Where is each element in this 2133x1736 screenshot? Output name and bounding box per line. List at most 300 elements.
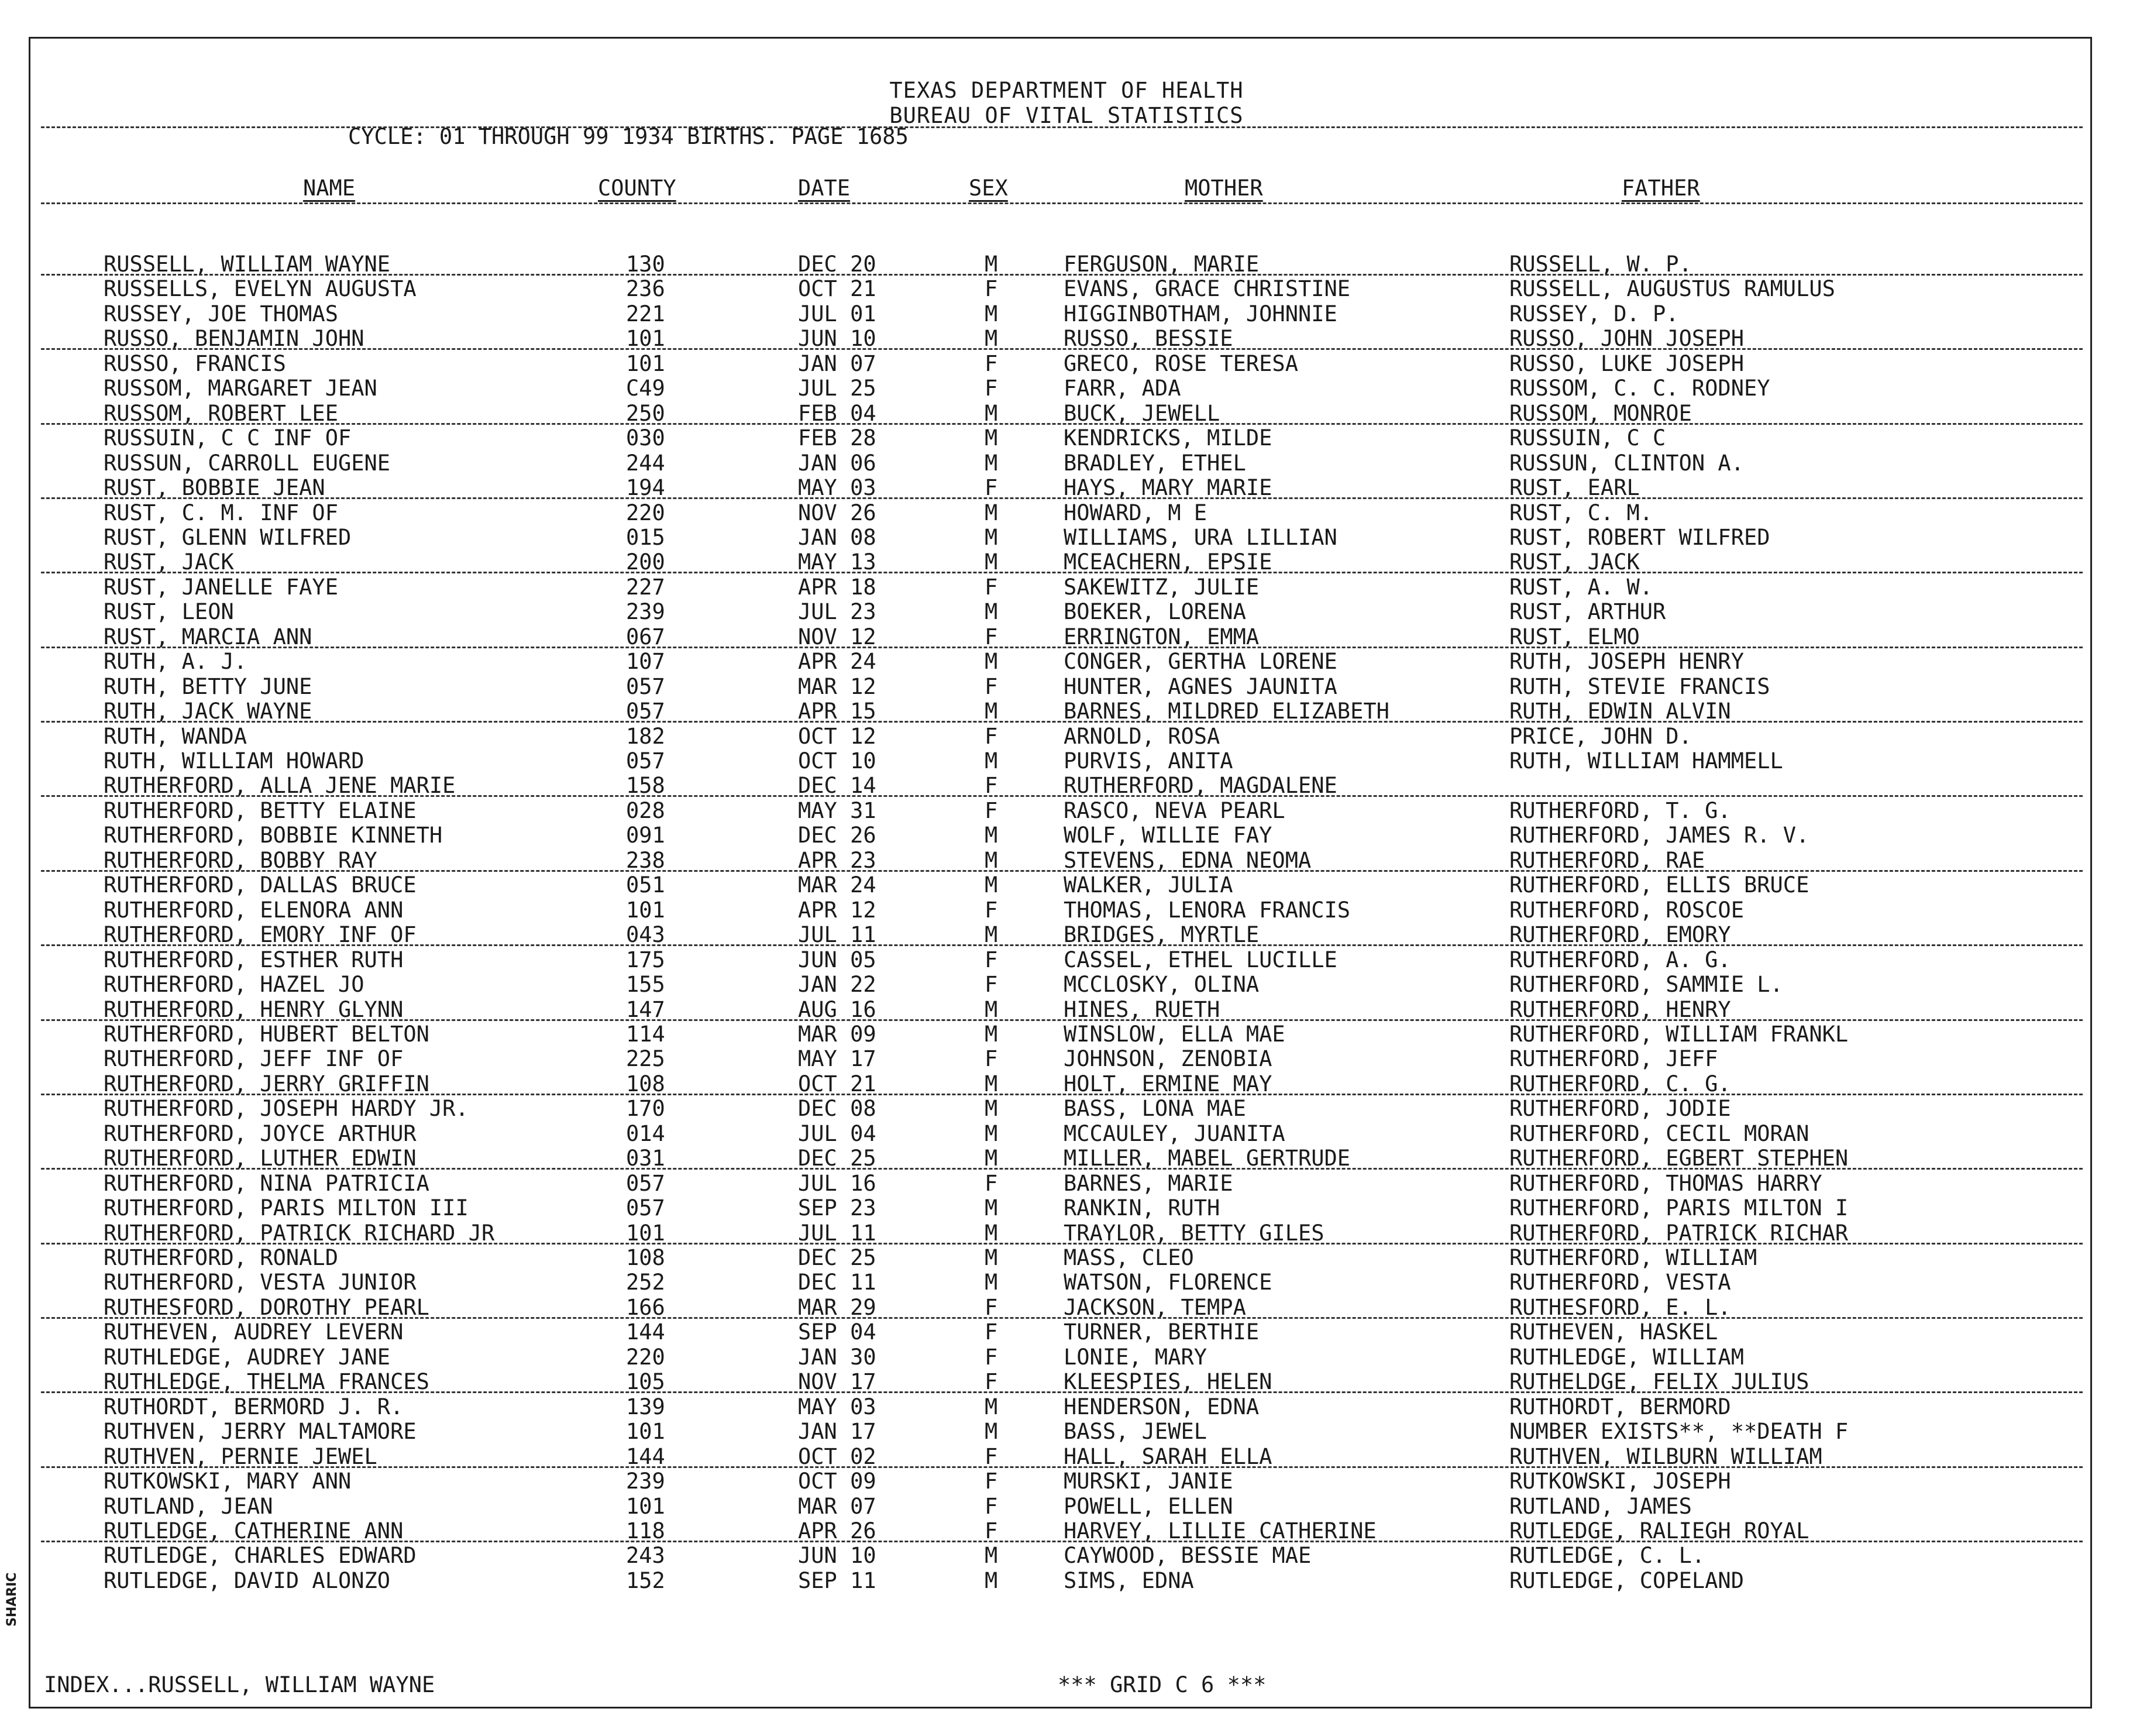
table-row xyxy=(0,1245,2133,1270)
cell-father: RUST, ROBERT WILFRED xyxy=(1509,525,1770,550)
cell-sex: F xyxy=(985,351,998,376)
cell-mother: HAYS, MARY MARIE xyxy=(1064,475,1272,500)
cell-father: RUSSUN, CLINTON A. xyxy=(1509,451,1744,476)
table-row xyxy=(0,1096,2133,1120)
cell-father: RUTHERFORD, VESTA xyxy=(1509,1270,1731,1295)
cell-sex: M xyxy=(985,1022,998,1047)
cell-name: RUTLEDGE, CHARLES EDWARD xyxy=(104,1543,417,1568)
row-rule xyxy=(41,647,2083,648)
cell-county: 175 xyxy=(626,947,665,972)
cell-sex: M xyxy=(985,301,998,326)
grid-footer: *** GRID C 6 *** xyxy=(1058,1672,1267,1697)
cell-mother: WALKER, JULIA xyxy=(1064,872,1233,898)
cell-date: DEC 26 xyxy=(798,823,876,848)
cell-date: MAY 13 xyxy=(798,549,876,575)
cell-date: JUL 04 xyxy=(798,1121,876,1146)
cell-father: RUST, C. M. xyxy=(1509,500,1653,525)
table-row xyxy=(0,451,2133,475)
cell-sex: M xyxy=(985,848,998,873)
cell-name: RUST, LEON xyxy=(104,599,234,624)
table-row xyxy=(0,624,2133,649)
cell-mother: KLEESPIES, HELEN xyxy=(1064,1369,1272,1394)
table-row xyxy=(0,848,2133,872)
cell-date: MAR 12 xyxy=(798,674,876,699)
cell-county: 108 xyxy=(626,1245,665,1270)
cell-date: APR 24 xyxy=(798,649,876,674)
cell-mother: THOMAS, LENORA FRANCIS xyxy=(1064,898,1351,923)
cell-mother: CASSEL, ETHEL LUCILLE xyxy=(1064,947,1337,972)
cell-sex: M xyxy=(985,1146,998,1171)
cell-sex: F xyxy=(985,1369,998,1394)
column-header-sex: SEX xyxy=(969,176,1008,201)
cell-name: RUST, GLENN WILFRED xyxy=(104,525,352,550)
cell-sex: F xyxy=(985,1319,998,1345)
cell-county: 144 xyxy=(626,1444,665,1469)
row-rule xyxy=(41,1466,2083,1468)
cell-mother: WILLIAMS, URA LILLIAN xyxy=(1064,525,1337,550)
cell-mother: RASCO, NEVA PEARL xyxy=(1064,798,1285,823)
cell-sex: F xyxy=(985,724,998,749)
cell-county: 057 xyxy=(626,748,665,774)
table-row xyxy=(0,475,2133,500)
row-rule xyxy=(41,795,2083,797)
cell-name: RUTHERFORD, JOYCE ARTHUR xyxy=(104,1121,417,1146)
row-rule xyxy=(41,870,2083,872)
cell-sex: M xyxy=(985,252,998,277)
cell-father: RUST, EARL xyxy=(1509,475,1640,500)
cell-sex: M xyxy=(985,599,998,624)
table-row xyxy=(0,972,2133,996)
cell-mother: HALL, SARAH ELLA xyxy=(1064,1444,1272,1469)
table-row xyxy=(0,798,2133,823)
cell-name: RUTH, BETTY JUNE xyxy=(104,674,312,699)
cell-date: MAY 17 xyxy=(798,1046,876,1071)
cell-county: 031 xyxy=(626,1146,665,1171)
cell-date: FEB 04 xyxy=(798,401,876,426)
index-footer: INDEX...RUSSELL, WILLIAM WAYNE xyxy=(44,1672,435,1697)
row-rule xyxy=(41,1541,2083,1542)
cell-sex: F xyxy=(985,376,998,401)
row-rule xyxy=(41,1243,2083,1245)
cell-sex: M xyxy=(985,1195,998,1221)
table-row xyxy=(0,922,2133,947)
cell-name: RUTHLEDGE, THELMA FRANCES xyxy=(104,1369,429,1394)
cell-county: 043 xyxy=(626,922,665,947)
table-row xyxy=(0,872,2133,897)
cell-county: 108 xyxy=(626,1071,665,1096)
cell-name: RUTHESFORD, DOROTHY PEARL xyxy=(104,1295,429,1320)
cell-name: RUTHERFORD, RONALD xyxy=(104,1245,338,1270)
cell-father: RUTHERFORD, ELLIS BRUCE xyxy=(1509,872,1809,898)
cell-county: 225 xyxy=(626,1046,665,1071)
cell-father: RUTHERFORD, PARIS MILTON I xyxy=(1509,1195,1849,1221)
cell-mother: BRIDGES, MYRTLE xyxy=(1064,922,1260,947)
row-rule xyxy=(41,1391,2083,1393)
cell-father: RUTHERFORD, JAMES R. V. xyxy=(1509,823,1809,848)
cell-county: 166 xyxy=(626,1295,665,1320)
cell-mother: RUTHERFORD, MAGDALENE xyxy=(1064,773,1337,798)
table-row xyxy=(0,1345,2133,1369)
cell-sex: M xyxy=(985,1568,998,1593)
row-rule xyxy=(41,1168,2083,1170)
cell-county: 144 xyxy=(626,1319,665,1345)
cell-father: RUSSO, LUKE JOSEPH xyxy=(1509,351,1744,376)
cell-sex: F xyxy=(985,1345,998,1370)
header-divider xyxy=(41,126,2083,128)
cell-date: MAY 03 xyxy=(798,475,876,500)
table-row xyxy=(0,947,2133,972)
cell-county: 200 xyxy=(626,549,665,575)
cell-father: RUTHERFORD, PATRICK RICHAR xyxy=(1509,1221,1849,1246)
cell-sex: F xyxy=(985,1469,998,1494)
cell-father: RUTHELDGE, FELIX JULIUS xyxy=(1509,1369,1809,1394)
cell-county: 252 xyxy=(626,1270,665,1295)
cell-father: RUTHVEN, WILBURN WILLIAM xyxy=(1509,1444,1822,1469)
cell-date: APR 12 xyxy=(798,898,876,923)
cell-date: SEP 04 xyxy=(798,1319,876,1345)
cell-county: 067 xyxy=(626,624,665,649)
cell-father: RUSSOM, C. C. RODNEY xyxy=(1509,376,1770,401)
cell-date: JAN 07 xyxy=(798,351,876,376)
cell-sex: M xyxy=(985,1121,998,1146)
cell-mother: RANKIN, RUTH xyxy=(1064,1195,1220,1221)
cell-sex: F xyxy=(985,1046,998,1071)
cell-date: JAN 08 xyxy=(798,525,876,550)
table-row xyxy=(0,1270,2133,1294)
cell-father: RUST, ELMO xyxy=(1509,624,1640,649)
row-rule xyxy=(41,1094,2083,1095)
cell-date: APR 18 xyxy=(798,575,876,600)
cell-county: 101 xyxy=(626,326,665,351)
cell-date: MAY 31 xyxy=(798,798,876,823)
cell-mother: ARNOLD, ROSA xyxy=(1064,724,1220,749)
side-label: SHARIC xyxy=(5,1572,19,1627)
column-header-name: NAME xyxy=(303,176,356,201)
cell-name: RUTHERFORD, PATRICK RICHARD JR xyxy=(104,1221,495,1246)
cell-mother: BUCK, JEWELL xyxy=(1064,401,1220,426)
cell-mother: HUNTER, AGNES JAUNITA xyxy=(1064,674,1337,699)
cell-father: RUTH, EDWIN ALVIN xyxy=(1509,699,1731,724)
table-row xyxy=(0,1494,2133,1518)
cell-county: 239 xyxy=(626,599,665,624)
table-row xyxy=(0,1022,2133,1046)
cell-date: APR 15 xyxy=(798,699,876,724)
cell-mother: MCCLOSKY, OLINA xyxy=(1064,972,1260,997)
table-row xyxy=(0,549,2133,574)
row-rule xyxy=(41,1019,2083,1021)
cell-county: 227 xyxy=(626,575,665,600)
cell-date: NOV 12 xyxy=(798,624,876,649)
cell-county: 155 xyxy=(626,972,665,997)
cell-mother: MCCAULEY, JUANITA xyxy=(1064,1121,1285,1146)
column-header-mother: MOTHER xyxy=(1185,176,1263,201)
cell-father: RUTHERFORD, JODIE xyxy=(1509,1096,1731,1121)
cell-father: RUTHERFORD, A. G. xyxy=(1509,947,1731,972)
cell-county: 028 xyxy=(626,798,665,823)
cell-date: SEP 23 xyxy=(798,1195,876,1221)
cell-name: RUTHERFORD, HENRY GLYNN xyxy=(104,997,404,1022)
cell-name: RUTHERFORD, HAZEL JO xyxy=(104,972,364,997)
cell-mother: WOLF, WILLIE FAY xyxy=(1064,823,1272,848)
cell-sex: M xyxy=(985,1096,998,1121)
table-row xyxy=(0,1171,2133,1195)
header-bureau: BUREAU OF VITAL STATISTICS xyxy=(889,103,1244,128)
cell-father: RUTH, STEVIE FRANCIS xyxy=(1509,674,1770,699)
table-row xyxy=(0,724,2133,748)
cell-father: RUSSEY, D. P. xyxy=(1509,301,1679,326)
cell-date: JUN 05 xyxy=(798,947,876,972)
cell-name: RUTHVEN, JERRY MALTAMORE xyxy=(104,1419,417,1444)
cell-sex: F xyxy=(985,1444,998,1469)
cell-county: C49 xyxy=(626,376,665,401)
cell-mother: BARNES, MARIE xyxy=(1064,1171,1233,1196)
cell-date: JUL 11 xyxy=(798,1221,876,1246)
cell-mother: HOWARD, M E xyxy=(1064,500,1207,525)
cell-name: RUTHERFORD, ALLA JENE MARIE xyxy=(104,773,456,798)
cell-sex: M xyxy=(985,525,998,550)
table-row xyxy=(0,1295,2133,1319)
cell-name: RUTHERFORD, LUTHER EDWIN xyxy=(104,1146,417,1171)
cell-mother: SAKEWITZ, JULIE xyxy=(1064,575,1260,600)
cell-county: 236 xyxy=(626,276,665,301)
cell-county: 244 xyxy=(626,451,665,476)
cell-father: RUTHERFORD, EGBERT STEPHEN xyxy=(1509,1146,1849,1171)
cell-name: RUTKOWSKI, MARY ANN xyxy=(104,1469,352,1494)
table-row xyxy=(0,674,2133,699)
table-row xyxy=(0,1195,2133,1220)
cell-mother: STEVENS, EDNA NEOMA xyxy=(1064,848,1312,873)
cell-sex: F xyxy=(985,624,998,649)
cell-name: RUTHEVEN, AUDREY LEVERN xyxy=(104,1319,404,1345)
cell-mother: BRADLEY, ETHEL xyxy=(1064,451,1246,476)
cell-sex: F xyxy=(985,798,998,823)
table-row xyxy=(0,1568,2133,1593)
cell-father: RUTHERFORD, CECIL MORAN xyxy=(1509,1121,1809,1146)
table-row xyxy=(0,1419,2133,1443)
cell-name: RUTLEDGE, CATHERINE ANN xyxy=(104,1518,404,1544)
table-row xyxy=(0,699,2133,723)
cell-name: RUSSOM, MARGARET JEAN xyxy=(104,376,377,401)
table-row xyxy=(0,351,2133,376)
cell-father: RUTHERFORD, SAMMIE L. xyxy=(1509,972,1783,997)
cell-mother: MASS, CLEO xyxy=(1064,1245,1194,1270)
cell-sex: F xyxy=(985,898,998,923)
cell-father: RUSSELL, AUGUSTUS RAMULUS xyxy=(1509,276,1835,301)
cell-date: NOV 26 xyxy=(798,500,876,525)
cell-date: DEC 11 xyxy=(798,1270,876,1295)
cell-sex: F xyxy=(985,1295,998,1320)
cell-county: 105 xyxy=(626,1369,665,1394)
cell-father: RUTHERFORD, RAE xyxy=(1509,848,1705,873)
cell-name: RUTHERFORD, ESTHER RUTH xyxy=(104,947,404,972)
cell-date: JUL 16 xyxy=(798,1171,876,1196)
cell-name: RUTLEDGE, DAVID ALONZO xyxy=(104,1568,391,1593)
cell-mother: BASS, JEWEL xyxy=(1064,1419,1207,1444)
cell-mother: HINES, RUETH xyxy=(1064,997,1220,1022)
cell-county: 130 xyxy=(626,252,665,277)
table-row xyxy=(0,326,2133,350)
cell-name: RUTHERFORD, VESTA JUNIOR xyxy=(104,1270,417,1295)
cell-county: 101 xyxy=(626,1419,665,1444)
cell-county: 101 xyxy=(626,1221,665,1246)
cell-sex: M xyxy=(985,997,998,1022)
cell-date: OCT 09 xyxy=(798,1469,876,1494)
cell-county: 091 xyxy=(626,823,665,848)
cell-sex: M xyxy=(985,425,998,451)
cell-name: RUSSELL, WILLIAM WAYNE xyxy=(104,252,391,277)
cell-county: 014 xyxy=(626,1121,665,1146)
cell-father: RUST, A. W. xyxy=(1509,575,1653,600)
cell-sex: M xyxy=(985,922,998,947)
cell-mother: RUSSO, BESSIE xyxy=(1064,326,1233,351)
row-rule xyxy=(41,1317,2083,1319)
cell-sex: M xyxy=(985,748,998,774)
cell-mother: PURVIS, ANITA xyxy=(1064,748,1233,774)
cell-father: RUTHERFORD, WILLIAM xyxy=(1509,1245,1757,1270)
table-row xyxy=(0,748,2133,773)
cell-sex: M xyxy=(985,1270,998,1295)
cell-mother: TURNER, BERTHIE xyxy=(1064,1319,1260,1345)
cell-date: JAN 17 xyxy=(798,1419,876,1444)
table-row xyxy=(0,997,2133,1022)
cell-county: 030 xyxy=(626,425,665,451)
cell-date: DEC 08 xyxy=(798,1096,876,1121)
cell-father: RUTHORDT, BERMORD xyxy=(1509,1394,1731,1419)
cell-father: PRICE, JOHN D. xyxy=(1509,724,1692,749)
cell-mother: HARVEY, LILLIE CATHERINE xyxy=(1064,1518,1377,1544)
cell-sex: M xyxy=(985,699,998,724)
cell-date: MAR 29 xyxy=(798,1295,876,1320)
table-row xyxy=(0,898,2133,922)
cell-sex: F xyxy=(985,972,998,997)
cell-mother: CONGER, GERTHA LORENE xyxy=(1064,649,1337,674)
cell-father: RUTLAND, JAMES xyxy=(1509,1494,1692,1519)
cell-father: RUTH, JOSEPH HENRY xyxy=(1509,649,1744,674)
cell-county: 158 xyxy=(626,773,665,798)
cell-sex: M xyxy=(985,451,998,476)
cell-father: RUTHESFORD, E. L. xyxy=(1509,1295,1731,1320)
table-row xyxy=(0,1469,2133,1493)
cell-date: DEC 25 xyxy=(798,1146,876,1171)
cell-name: RUSSUIN, C C INF OF xyxy=(104,425,352,451)
cell-name: RUTHLEDGE, AUDREY JANE xyxy=(104,1345,391,1370)
cell-name: RUSSELLS, EVELYN AUGUSTA xyxy=(104,276,417,301)
column-header-date: DATE xyxy=(798,176,851,201)
cell-date: APR 23 xyxy=(798,848,876,873)
cell-date: JUL 01 xyxy=(798,301,876,326)
cell-father: RUSSOM, MONROE xyxy=(1509,401,1692,426)
cell-sex: M xyxy=(985,401,998,426)
cell-county: 107 xyxy=(626,649,665,674)
cell-sex: F xyxy=(985,947,998,972)
cell-date: AUG 16 xyxy=(798,997,876,1022)
cell-date: OCT 10 xyxy=(798,748,876,774)
row-rule xyxy=(41,721,2083,723)
header-agency: TEXAS DEPARTMENT OF HEALTH xyxy=(889,78,1244,103)
cell-father: RUSSUIN, C C xyxy=(1509,425,1666,451)
cell-sex: F xyxy=(985,1494,998,1519)
table-row xyxy=(0,1146,2133,1170)
cell-father: RUTLEDGE, RALIEGH ROYAL xyxy=(1509,1518,1809,1544)
table-row xyxy=(0,599,2133,624)
cell-sex: F xyxy=(985,674,998,699)
cell-sex: M xyxy=(985,1419,998,1444)
cell-sex: F xyxy=(985,276,998,301)
cell-sex: F xyxy=(985,475,998,500)
cell-sex: M xyxy=(985,1543,998,1568)
cell-sex: M xyxy=(985,549,998,575)
cell-date: FEB 28 xyxy=(798,425,876,451)
cell-father: RUTKOWSKI, JOSEPH xyxy=(1509,1469,1731,1494)
cell-father: RUTHERFORD, HENRY xyxy=(1509,997,1731,1022)
cell-father: RUTHERFORD, EMORY xyxy=(1509,922,1731,947)
cell-county: 101 xyxy=(626,898,665,923)
cell-date: OCT 21 xyxy=(798,1071,876,1096)
cell-name: RUTHERFORD, JOSEPH HARDY JR. xyxy=(104,1096,469,1121)
cell-date: NOV 17 xyxy=(798,1369,876,1394)
table-row xyxy=(0,425,2133,450)
cell-mother: JOHNSON, ZENOBIA xyxy=(1064,1046,1272,1071)
table-row xyxy=(0,276,2133,301)
cell-county: 239 xyxy=(626,1469,665,1494)
table-row xyxy=(0,1369,2133,1394)
cell-mother: EVANS, GRACE CHRISTINE xyxy=(1064,276,1351,301)
cell-name: RUSSUN, CARROLL EUGENE xyxy=(104,451,391,476)
cell-date: DEC 14 xyxy=(798,773,876,798)
cell-name: RUTHERFORD, BETTY ELAINE xyxy=(104,798,417,823)
cell-date: MAR 09 xyxy=(798,1022,876,1047)
row-rule xyxy=(41,572,2083,573)
cell-county: 015 xyxy=(626,525,665,550)
cell-father: RUTH, WILLIAM HAMMELL xyxy=(1509,748,1783,774)
cell-name: RUTHERFORD, JEFF INF OF xyxy=(104,1046,404,1071)
table-row xyxy=(0,401,2133,425)
cell-mother: LONIE, MARY xyxy=(1064,1345,1207,1370)
cell-county: 101 xyxy=(626,1494,665,1519)
cell-date: JUL 23 xyxy=(798,599,876,624)
cell-father: RUST, ARTHUR xyxy=(1509,599,1666,624)
cell-name: RUTH, WANDA xyxy=(104,724,247,749)
cell-sex: F xyxy=(985,773,998,798)
table-row xyxy=(0,1319,2133,1344)
cell-sex: M xyxy=(985,500,998,525)
table-row xyxy=(0,1394,2133,1419)
cycle-line: CYCLE: 01 THROUGH 99 1934 BIRTHS. PAGE 1685 xyxy=(348,124,909,149)
cell-name: RUSSO, BENJAMIN JOHN xyxy=(104,326,364,351)
cell-mother: SIMS, EDNA xyxy=(1064,1568,1194,1593)
cell-name: RUSSOM, ROBERT LEE xyxy=(104,401,338,426)
cell-date: JUL 11 xyxy=(798,922,876,947)
cell-county: 250 xyxy=(626,401,665,426)
cell-county: 182 xyxy=(626,724,665,749)
cell-county: 147 xyxy=(626,997,665,1022)
cell-name: RUTHERFORD, HUBERT BELTON xyxy=(104,1022,429,1047)
table-row xyxy=(0,649,2133,673)
cell-name: RUST, JANELLE FAYE xyxy=(104,575,338,600)
cell-name: RUTHVEN, PERNIE JEWEL xyxy=(104,1444,377,1469)
cell-county: 051 xyxy=(626,872,665,898)
table-row xyxy=(0,252,2133,276)
column-header-county: COUNTY xyxy=(598,176,676,201)
cell-father: RUSSELL, W. P. xyxy=(1509,252,1692,277)
cell-mother: BOEKER, LORENA xyxy=(1064,599,1246,624)
cell-date: OCT 12 xyxy=(798,724,876,749)
cell-date: MAR 07 xyxy=(798,1494,876,1519)
table-row xyxy=(0,301,2133,326)
cell-mother: POWELL, ELLEN xyxy=(1064,1494,1233,1519)
cell-mother: FERGUSON, MARIE xyxy=(1064,252,1260,277)
cell-sex: M xyxy=(985,326,998,351)
